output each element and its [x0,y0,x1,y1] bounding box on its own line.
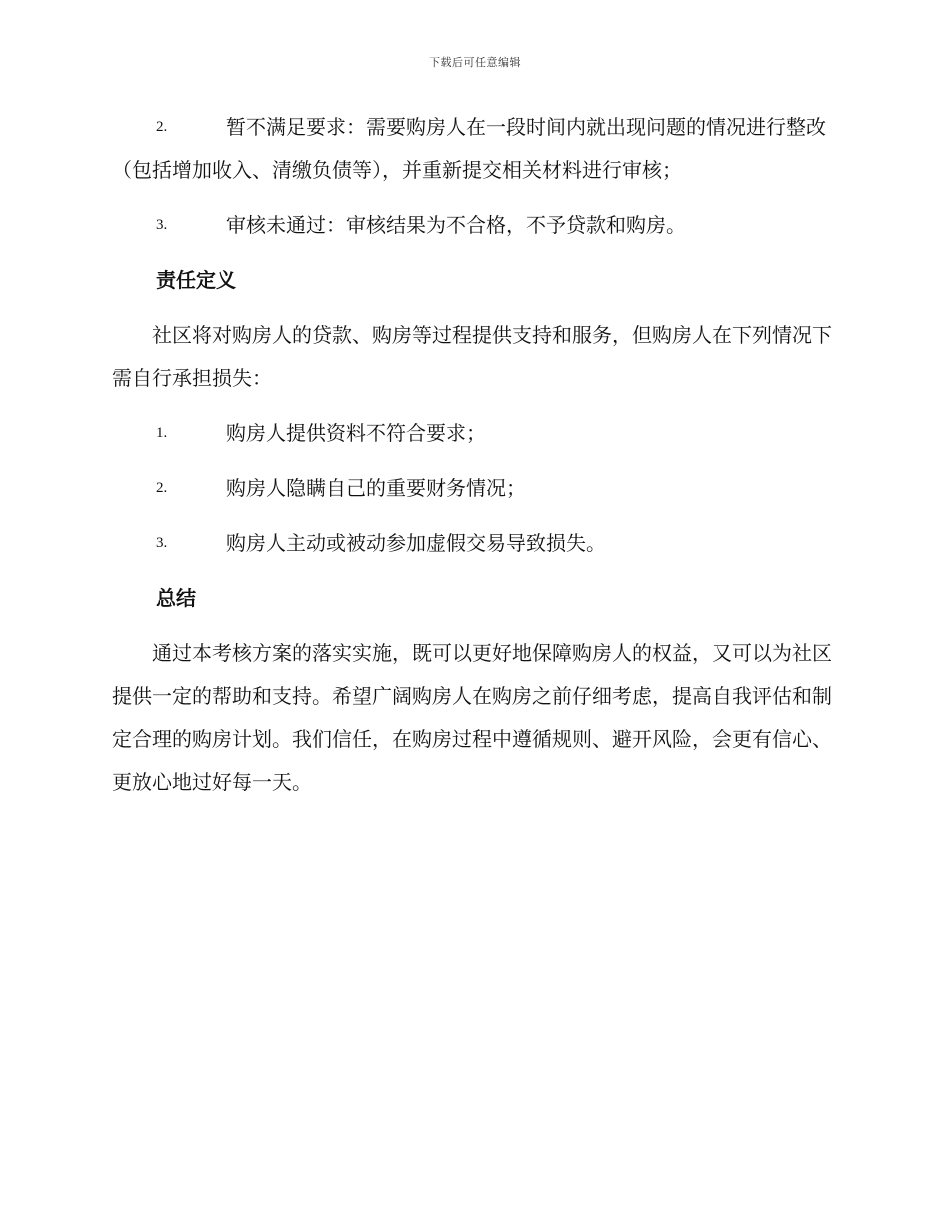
section-heading-summary: 总结 [156,586,196,610]
list-number: 2. [156,119,168,135]
responsibility-intro: 社区将对购房人的贷款、购房等过程提供支持和服务，但购房人在下列情况下需自行承担损失： [112,323,832,390]
list-text: 购房人提供资料不符合要求； [226,421,486,445]
list-number: 3. [156,217,168,233]
page-header: 下载后可任意编辑 [429,56,521,69]
document-content [112,106,832,816]
responsibility-item-1 [112,412,832,455]
list-text: 审核未通过：审核结果为不合格，不予贷款和购房。 [226,213,686,237]
list-text: 购房人主动或被动参加虚假交易导致损失。 [226,531,606,555]
responsibility-item-2 [112,467,832,510]
section-heading-responsibility: 责任定义 [156,268,236,292]
summary-body: 通过本考核方案的落实实施，既可以更好地保障购房人的权益，又可以为社区提供一定的帮助和支持。希望广阔购房人在购房之前仔细考虑，提高自我评估和制定合理的购房计划。我们信任，在购房过程中遵循规则、避开风险，会更有信心、更放心地过好每一天。 [112,641,832,794]
review-list-item-3 [112,204,832,247]
responsibility-item-3 [112,522,832,565]
list-number: 1. [156,425,168,441]
list-text: 暂不满足要求：需要购房人在一段时间内就出现问题的情况进行整改（包括增加收入、清缴负债等），并重新提交相关材料进行审核； [112,115,826,182]
list-number: 2. [156,480,168,496]
review-list-item-2 [112,106,832,192]
list-text: 购房人隐瞒自己的重要财务情况； [226,476,526,500]
list-number: 3. [156,535,168,551]
